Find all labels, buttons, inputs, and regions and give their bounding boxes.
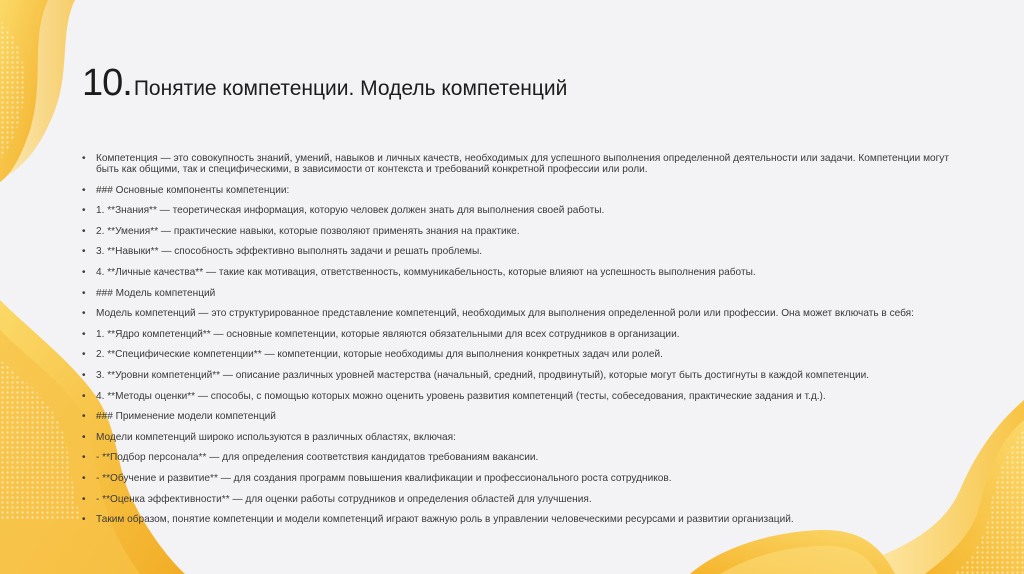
bullet-dot-icon: • — [82, 514, 86, 526]
bullet-dot-icon: • — [82, 225, 86, 237]
list-item-text: 2. **Специфические компетенции** — компетенции, которые необходимы для выполнения конкретных задач или ролей. — [96, 349, 663, 361]
list-item-text: 2. **Умения** — практические навыки, которые позволяют применять знания на практике. — [96, 225, 520, 237]
list-item — [82, 153, 952, 175]
bullet-dot-icon: • — [82, 153, 86, 164]
list-item-text: - **Подбор персонала** — для определения соответствия кандидатов требованиям вакансии. — [96, 452, 539, 464]
bullet-dot-icon: • — [82, 369, 86, 381]
list-item-text: - **Обучение и развитие** — для создания программ повышения квалификации и профессионального роста сотрудников. — [96, 472, 672, 484]
bullet-dot-icon: • — [82, 266, 86, 278]
list-item-text: 1. **Знания** — теоретическая информация, которую человек должен знать для выполнения своей работы. — [96, 205, 605, 217]
bullet-dot-icon: • — [82, 246, 86, 258]
list-item — [82, 370, 952, 381]
title-text: Понятие компетенции. Модель компетенций — [133, 77, 568, 100]
list-item — [82, 391, 952, 402]
bullet-dot-icon: • — [82, 349, 86, 361]
list-item — [82, 329, 952, 340]
bullet-dot-icon: • — [82, 431, 86, 443]
list-item-text: Модель компетенций — это структурированное представление компетенций, необходимых для выполнения определенной роли или профессии. Она может включать в себя: — [96, 308, 914, 320]
list-item — [82, 514, 952, 525]
list-item — [82, 246, 952, 257]
list-item — [82, 308, 952, 319]
list-item-text: ### Основные компоненты компетенции: — [96, 184, 290, 196]
list-item — [82, 473, 952, 484]
list-item — [82, 452, 952, 463]
bullet-dot-icon: • — [82, 205, 86, 217]
bullet-dot-icon: • — [82, 184, 86, 196]
title-number: 10. — [82, 62, 132, 104]
list-item-text: Таким образом, понятие компетенции и модели компетенций играют важную роль в управлении человеческими ресурсами и развитии организаций. — [96, 514, 794, 526]
list-item-text: 4. **Личные качества** — такие как мотивация, ответственность, коммуникабельность, которые влияют на успешность выполнения работы. — [96, 266, 756, 278]
list-item-text: Модели компетенций широко используются в различных областях, включая: — [96, 431, 456, 443]
list-item-text: 4. **Методы оценки** — способы, с помощью которых можно оценить уровень развития компетенций (тесты, собеседования, практические задания и т.д.). — [96, 390, 826, 402]
list-item-text: - **Оценка эффективности** — для оценки работы сотрудников и определения областей для улучшения. — [96, 493, 592, 505]
list-item-text: ### Модель компетенций — [96, 287, 216, 299]
bullet-dot-icon: • — [82, 328, 86, 340]
list-item — [82, 349, 952, 360]
bullet-dot-icon: • — [82, 472, 86, 484]
list-item-text: 1. **Ядро компетенций** — основные компетенции, которые являются обязательными для всех сотрудников в организации. — [96, 328, 680, 340]
bullet-dot-icon: • — [82, 452, 86, 464]
list-item — [82, 267, 952, 278]
list-item — [82, 494, 952, 505]
bullet-dot-icon: • — [82, 411, 86, 423]
bullet-dot-icon: • — [82, 287, 86, 299]
bullet-dot-icon: • — [82, 308, 86, 320]
list-item — [82, 288, 952, 299]
list-item-text: 3. **Уровни компетенций** — описание различных уровней мастерства (начальный, средний, продвинутый), которые могут быть достигнуты в каждой компетенции. — [96, 369, 870, 381]
bullet-dot-icon: • — [82, 493, 86, 505]
bullet-list — [82, 153, 952, 535]
list-item — [82, 185, 952, 196]
list-item-text: Компетенция — это совокупность знаний, умений, навыков и личных качеств, необходимых для успешного выполнения определенной деятельности или задачи. Компетенции могут быть как общими, так и специфическими, в зависимости от контекста и требований конкретной профессии или роли. — [96, 153, 949, 175]
bullet-dot-icon: • — [82, 390, 86, 402]
list-item-text: 3. **Навыки** — способность эффективно выполнять задачи и решать проблемы. — [96, 246, 483, 258]
list-item — [82, 432, 952, 443]
list-item — [82, 226, 952, 237]
slide-title — [82, 62, 567, 105]
list-item-text: ### Применение модели компетенций — [96, 411, 276, 423]
list-item — [82, 205, 952, 216]
list-item — [82, 411, 952, 422]
